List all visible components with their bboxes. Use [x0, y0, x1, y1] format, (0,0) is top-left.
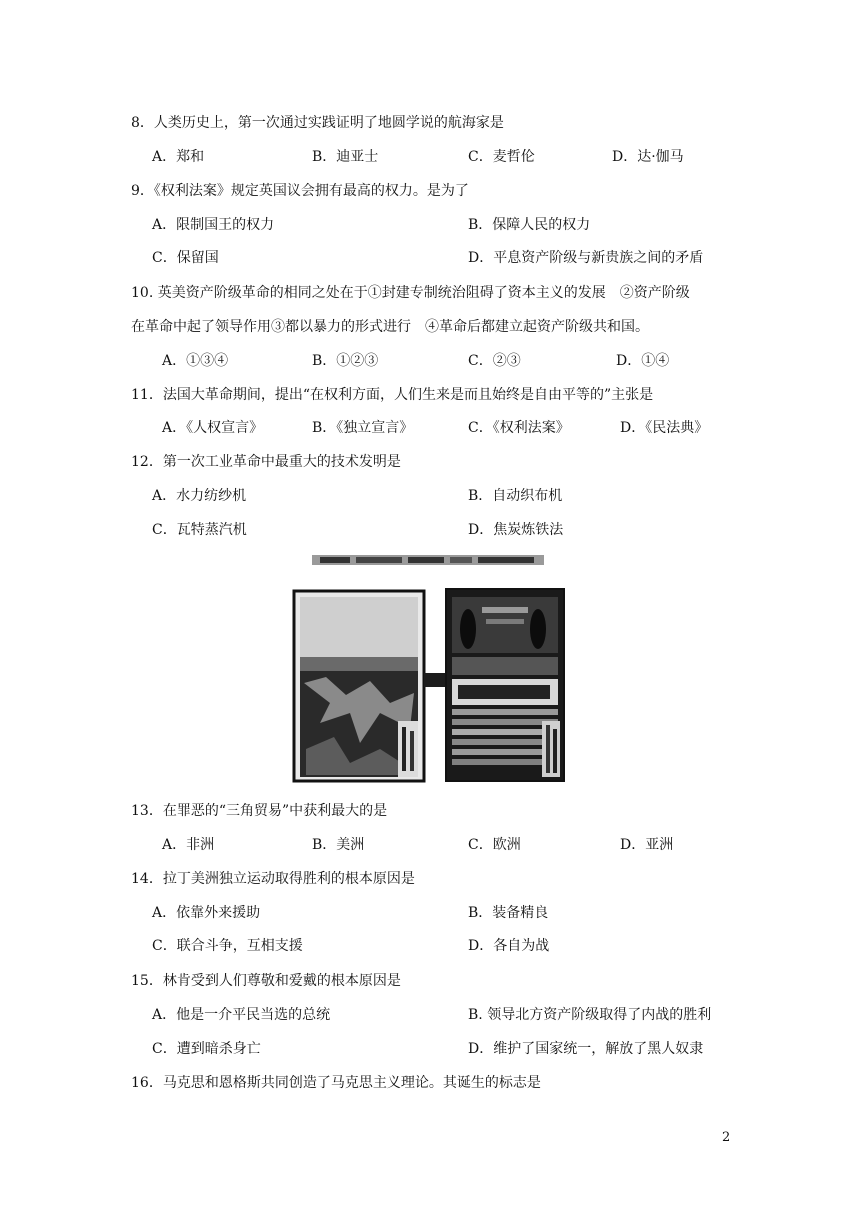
- q9-option-c: C．保留国: [152, 250, 219, 266]
- q11-option-c: C．《权利法案》: [468, 420, 570, 436]
- right-poster-image: [446, 589, 564, 781]
- q13-option-c: C．欧洲: [468, 837, 521, 853]
- figure-header-glyph: [450, 557, 472, 563]
- figure-header-glyph: [408, 557, 444, 563]
- q9-option-d: D．平息资产阶级与新贵族之间的矛盾: [468, 250, 704, 266]
- q10-option-b: B．①②③: [312, 353, 379, 369]
- q12-option-c: C．瓦特蒸汽机: [152, 522, 247, 538]
- question-10-stem-line2: 在革命中起了领导作用③都以暴力的形式进行 ④革命后都建立起资产阶级共和国。: [131, 319, 649, 335]
- q14-option-c: C．联合斗争，互相支援: [152, 938, 303, 954]
- q13-option-b: B．美洲: [312, 837, 365, 853]
- q10-option-c: C．②③: [468, 353, 521, 369]
- question-11-stem: 11．法国大革命期间，提出“在权利方面，人们生来是而且始终是自由平等的”主张是: [131, 387, 654, 403]
- page-number: 2: [722, 1130, 731, 1145]
- q15-option-c: C．遭到暗杀身亡: [152, 1041, 261, 1057]
- question-16-stem: 16．马克思和恩格斯共同创造了马克思主义理论。其诞生的标志是: [131, 1075, 541, 1091]
- figure-connector-band: [424, 673, 446, 687]
- q9-option-a: A．限制国王的权力: [152, 217, 275, 233]
- q15-option-d: D．维护了国家统一，解放了黑人奴隶: [468, 1041, 704, 1057]
- question-9-stem: 9．《权利法案》规定英国议会拥有最高的权力。是为了: [131, 183, 469, 199]
- q11-option-d: D．《民法典》: [620, 420, 709, 436]
- q8-option-b: B．迪亚士: [312, 149, 379, 165]
- q8-option-a: A．郑和: [152, 149, 205, 165]
- q11-option-b: B．《独立宣言》: [312, 420, 414, 436]
- question-13-stem: 13．在罪恶的“三角贸易”中获利最大的是: [131, 803, 388, 819]
- q14-option-d: D．各自为战: [468, 938, 550, 954]
- question-12-stem: 12．第一次工业革命中最重大的技术发明是: [131, 454, 401, 470]
- q15-option-b: B. 领导北方资产阶级取得了内战的胜利: [468, 1007, 712, 1023]
- figure-header-glyph: [356, 557, 402, 563]
- q11-option-a: A．《人权宣言》: [162, 420, 264, 436]
- slave-trade-poster-figure: [290, 553, 568, 785]
- q10-option-a: A．①③④: [162, 353, 229, 369]
- figure-header-glyph: [478, 557, 534, 563]
- q14-option-a: A．依靠外来援助: [152, 905, 261, 921]
- q13-option-a: A．非洲: [162, 837, 215, 853]
- question-8-stem: 8．人类历史上，第一次通过实践证明了地圆学说的航海家是: [131, 115, 504, 131]
- q12-option-a: A．水力纺纱机: [152, 488, 247, 504]
- left-poster-image: [294, 591, 424, 781]
- question-15-stem: 15．林肯受到人们尊敬和爱戴的根本原因是: [131, 973, 401, 989]
- question-14-stem: 14．拉丁美洲独立运动取得胜利的根本原因是: [131, 871, 415, 887]
- q14-option-b: B．装备精良: [468, 905, 549, 921]
- q15-option-a: A．他是一介平民当选的总统: [152, 1007, 331, 1023]
- q8-option-d: D．达·伽马: [612, 149, 684, 165]
- q8-option-c: C．麦哲伦: [468, 149, 535, 165]
- question-10-stem-line1: 10. 英美资产阶级革命的相同之处在于①封建专制统治阻碍了资本主义的发展 ②资产阶级: [131, 285, 690, 301]
- figure-header-glyph: [320, 557, 350, 563]
- q12-option-b: B．自动织布机: [468, 488, 563, 504]
- q13-option-d: D．亚洲: [620, 837, 674, 853]
- q12-option-d: D．焦炭炼铁法: [468, 522, 564, 538]
- q10-option-d: D．①④: [616, 353, 670, 369]
- q9-option-b: B．保障人民的权力: [468, 217, 591, 233]
